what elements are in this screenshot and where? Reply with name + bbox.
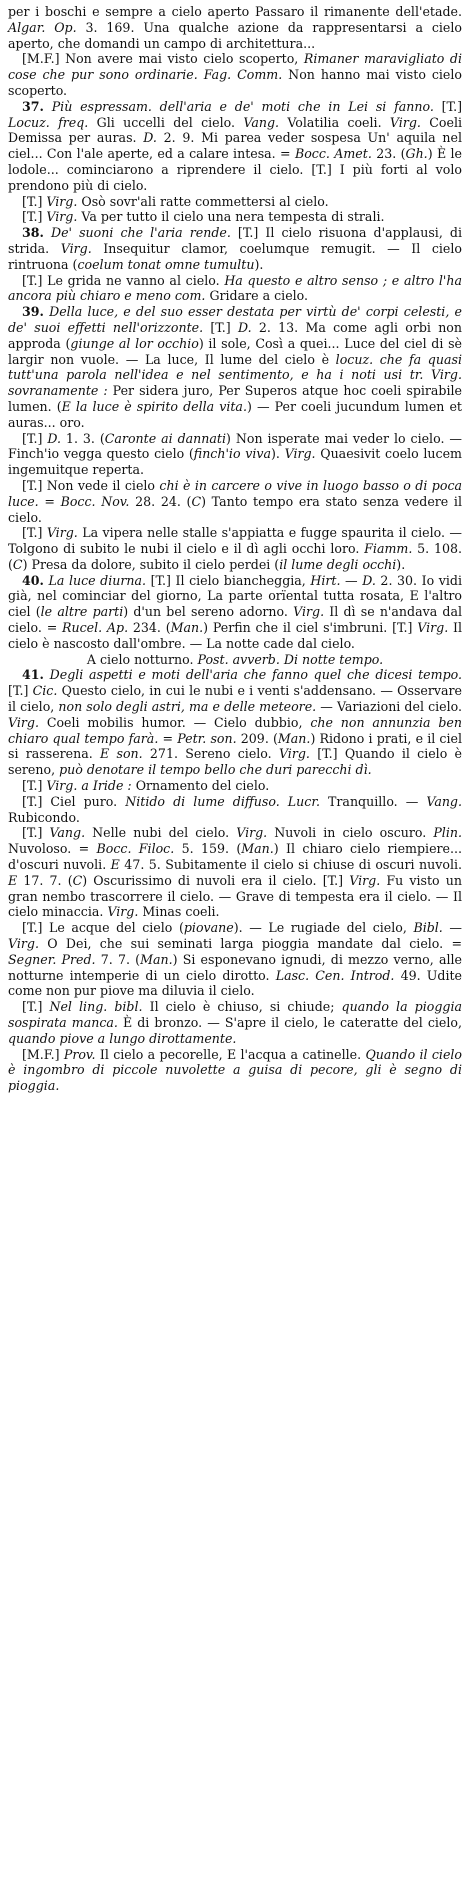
text-run: 3. 169. Una qualche azione da rappresentarsi a cielo aperto, che domandi un campo di architettura... bbox=[8, 19, 462, 51]
italic-text: coelum tonat omne tumultu bbox=[77, 256, 255, 272]
text-run: — bbox=[442, 920, 462, 936]
text-run: = bbox=[38, 493, 61, 509]
text-run: [T.] Ciel puro. bbox=[22, 793, 126, 809]
text-run: Il cielo è chiuso, si chiude; bbox=[142, 999, 342, 1015]
text-run: [T.] Il cielo biancheggia, bbox=[146, 572, 311, 588]
italic-text: Nel ling. bibl. bbox=[49, 999, 143, 1015]
italic-text: Virg. bbox=[8, 714, 39, 730]
text-run: ) d'un bel sereno adorno. bbox=[123, 604, 294, 620]
italic-text: può denotare il tempo bello che duri parecchi dì. bbox=[59, 762, 372, 778]
text-run: ) Si esponevano ignudi, di mezzo verno, alle notturne intemperie di un cielo dirotto. bbox=[8, 951, 462, 983]
text-run: 7. 7. ( bbox=[95, 951, 141, 967]
italic-text: Petr. son. bbox=[177, 730, 237, 746]
italic-text: Vang. bbox=[243, 114, 280, 130]
italic-text: D. bbox=[143, 130, 157, 146]
italic-text: Man. bbox=[140, 951, 173, 967]
entry-paragraph-p17 bbox=[8, 825, 462, 920]
text-run: [T.] bbox=[22, 999, 50, 1015]
italic-text: E la luce è spirito della vita. bbox=[61, 398, 247, 414]
text-run: 2. 9. Mi parea veder sospesa Un' aquila nel ciel... Con l'ale aperte, ed a calare intesa. = bbox=[8, 130, 462, 162]
text-run: Minas coeli. bbox=[138, 904, 220, 920]
text-run: Ornamento del cielo. bbox=[131, 778, 270, 794]
text-run: 5. 108. ( bbox=[8, 541, 462, 572]
text-run: 49. Udite come non pur piove ma diluvia il cielo. bbox=[8, 967, 462, 999]
text-run: [T.] bbox=[433, 98, 462, 114]
text-run: 2. 30. Io vidi già, nel cominciar del giorno, La parte orïental tutta rosata, E l'altro ciel ( bbox=[8, 572, 462, 620]
italic-text: Plin. bbox=[433, 825, 462, 841]
entry-paragraph-p18 bbox=[8, 920, 462, 999]
text-run: ) il sole, Così a quei... Luce del ciel di sè largir non vuole. — La luce, Il lume del cielo è bbox=[8, 335, 462, 367]
text-run: — bbox=[340, 572, 363, 588]
italic-text: Virg. bbox=[46, 209, 78, 225]
italic-text: Lucr. bbox=[287, 793, 320, 809]
text-run: per i boschi e sempre a cielo aperto Passaro il rimanente dell'etade. bbox=[8, 4, 462, 19]
entry-paragraph-p13 bbox=[8, 652, 462, 668]
italic-text: Nitido di lume diffuso. bbox=[125, 793, 280, 809]
entry-paragraph-p04 bbox=[8, 194, 462, 210]
italic-text: Gh. bbox=[405, 146, 428, 162]
italic-text: Della luce, e del suo esser destata per virtù de' corpi celesti, e de' suoi effetti nell'orizzonte. bbox=[8, 304, 462, 335]
italic-text: Algar. Op. bbox=[8, 19, 77, 35]
text-run: ) — Per coeli jucundum lumen et auras... oro. bbox=[8, 398, 462, 430]
entry-paragraph-p12 bbox=[8, 573, 462, 652]
italic-text: Man. bbox=[170, 620, 204, 636]
italic-text: Post. avverb. Di notte tempo. bbox=[197, 651, 384, 667]
italic-text: il lume degli occhi bbox=[279, 556, 397, 572]
text-run: Coeli Demissa per auras. bbox=[8, 114, 462, 146]
italic-text: Virg. bbox=[236, 825, 268, 841]
text-run: [T.] bbox=[203, 319, 238, 335]
italic-text: Virg. bbox=[8, 936, 39, 952]
italic-text: finch'io viva bbox=[193, 446, 271, 462]
italic-text: Hirt. bbox=[310, 572, 341, 588]
entry-paragraph-p08 bbox=[8, 304, 462, 430]
italic-text: piovane bbox=[183, 920, 234, 936]
text-run: [T.] Le grida ne vanno al cielo. bbox=[22, 272, 225, 288]
text-run: [T.] bbox=[8, 683, 33, 699]
entry-paragraph-p10 bbox=[8, 478, 462, 525]
entry-paragraph-p14 bbox=[8, 667, 462, 778]
section-number: 41. bbox=[22, 667, 44, 683]
entry-paragraph-p19 bbox=[8, 999, 462, 1046]
text-run: ). bbox=[270, 446, 285, 462]
text-run: 2. 13. Ma come agli orbi non approda ( bbox=[8, 319, 463, 351]
text-run: Tranquillo. — bbox=[319, 793, 427, 809]
italic-text: Bocc. Filoc. bbox=[96, 841, 175, 857]
italic-text: Virg. bbox=[278, 746, 310, 762]
text-run: ). bbox=[254, 256, 264, 272]
text-run: ) Presa da dolore, subito il cielo perdei ( bbox=[22, 556, 280, 572]
italic-text: le altre parti bbox=[40, 604, 124, 620]
text-run: Nuvoloso. = bbox=[8, 841, 97, 857]
italic-text: D. bbox=[47, 430, 61, 446]
text-run: La vipera nelle stalle s'appiatta e fugge spaurita il cielo. — Tolgono di subito le nubi il cielo e il dì agli occhi loro. bbox=[8, 525, 462, 557]
text-run: 28. 24. ( bbox=[129, 493, 192, 509]
italic-text: E bbox=[8, 872, 18, 888]
text-run: ) Il chiaro cielo riempiere... d'oscuri nuvoli. bbox=[8, 841, 463, 873]
italic-text: E bbox=[110, 857, 120, 873]
text-run bbox=[44, 225, 51, 240]
entry-paragraph-p15 bbox=[8, 778, 462, 794]
italic-text: Più espressam. dell'aria e de' moti che in Lei si fanno. bbox=[51, 98, 434, 114]
dictionary-entry-body bbox=[8, 4, 462, 1094]
italic-text: Bocc. Nov. bbox=[60, 493, 130, 509]
text-run: ) Non isperate mai veder lo cielo. — Finch'io vegga questo cielo ( bbox=[8, 430, 462, 462]
text-run: ). bbox=[396, 556, 406, 572]
text-run: ) È le lodole... cominciarono a riprendere il cielo. [T.] I più forti al volo prendono più di cielo. bbox=[8, 146, 463, 193]
text-run: ) Oscurissimo di nuvoli era il cielo. [T.] bbox=[82, 872, 350, 888]
text-run: 23. ( bbox=[371, 146, 406, 162]
text-run: Rubicondo. bbox=[8, 809, 80, 825]
text-run: 209. ( bbox=[236, 730, 278, 746]
italic-text: non solo degli astri, ma e delle meteore. bbox=[58, 699, 317, 715]
italic-text: C bbox=[12, 556, 23, 572]
italic-text: Prov. bbox=[63, 1046, 96, 1062]
text-run: 5. 159. ( bbox=[174, 841, 242, 857]
section-number: 37. bbox=[22, 98, 44, 114]
italic-text: Virg. a Iride : bbox=[46, 778, 132, 794]
italic-text: D. bbox=[237, 319, 252, 335]
italic-text: C bbox=[72, 872, 83, 888]
text-run: ) Tanto tempo era stato senza vedere il cielo. bbox=[8, 493, 462, 525]
italic-text: Virg. bbox=[293, 604, 325, 620]
text-run: [T.] Il cielo risuona d'applausi, di strida. bbox=[8, 225, 462, 256]
text-run: [T.] bbox=[22, 209, 47, 225]
italic-text: Ha questo e altro senso ; e altro l'ha ancora più chiaro e meno com. bbox=[8, 272, 462, 304]
italic-text: Quando il cielo è ingombro di piccole nuvolette a guisa di pecore, gli è segno di pioggia. bbox=[8, 1046, 463, 1094]
italic-text: locuz. che fa quasi tutt'una parola nell'idea e nel sentimento, e ha i noti usi tr. Virg. sovranamente : bbox=[8, 351, 462, 399]
text-run: Il dì se n'andava dal cielo. = bbox=[8, 604, 462, 636]
italic-text: quando piove a lungo dirottamente. bbox=[8, 1030, 237, 1046]
text-run: [M.F.] Non avere mai visto cielo scoperto, bbox=[22, 51, 304, 67]
entry-paragraph-p11 bbox=[8, 525, 462, 572]
italic-text: La luce diurna. bbox=[48, 572, 146, 588]
text-run: ). — Le rugiade del cielo, bbox=[233, 920, 414, 936]
text-run: = bbox=[158, 730, 178, 746]
entry-paragraph-p20 bbox=[8, 1047, 462, 1094]
text-run: È di bronzo. — S'apre il cielo, le cateratte del cielo, bbox=[117, 1015, 462, 1030]
entry-paragraph-p05 bbox=[8, 209, 462, 225]
italic-text: chi è in carcere o vive in luogo basso o di poca luce. bbox=[8, 477, 462, 509]
entry-paragraph-p02 bbox=[8, 51, 462, 98]
text-run: — Variazioni del cielo. bbox=[316, 699, 462, 715]
text-run: Coeli mobilis humor. — Cielo dubbio, bbox=[39, 714, 311, 730]
italic-text: Lasc. Cen. Introd. bbox=[275, 967, 395, 983]
text-run: Gridare a cielo. bbox=[205, 288, 309, 304]
italic-text: Bocc. Amet. bbox=[294, 146, 372, 162]
text-run: [T.] bbox=[22, 193, 47, 209]
text-run: Osò sovr'ali ratte commettersi al cielo. bbox=[77, 193, 329, 209]
italic-text: Virg. bbox=[349, 872, 381, 888]
text-run: [T.] bbox=[22, 825, 50, 841]
text-run bbox=[280, 794, 288, 809]
italic-text: Fiamm. bbox=[364, 541, 413, 557]
italic-text: Caronte ai dannati bbox=[104, 430, 226, 446]
section-number: 40. bbox=[22, 572, 44, 588]
italic-text: Virg. bbox=[389, 114, 421, 130]
section-number: 39. bbox=[22, 304, 44, 320]
text-run: Questo cielo, in cui le nubi e i venti s'addensano. — Osservare il cielo, bbox=[8, 683, 462, 715]
italic-text: Virg. bbox=[60, 240, 92, 256]
italic-text: Virg. bbox=[107, 904, 139, 920]
italic-text: Man. bbox=[241, 841, 274, 857]
section-number: 38. bbox=[22, 225, 44, 241]
text-run: 47. 5. Subitamente il cielo si chiuse di oscuri nuvoli. bbox=[119, 857, 462, 873]
entry-paragraph-p16 bbox=[8, 794, 462, 826]
text-run: Gli uccelli del cielo. bbox=[88, 114, 244, 130]
italic-text: Man. bbox=[277, 730, 311, 746]
entry-paragraph-p07 bbox=[8, 273, 462, 305]
text-run: A cielo notturno. bbox=[86, 651, 198, 667]
text-run: [T.] Quando il cielo è sereno, bbox=[8, 746, 462, 778]
text-run: Volatilia coeli. bbox=[279, 114, 390, 130]
italic-text: giunge al lor occhio bbox=[70, 335, 199, 351]
text-run: ) Ridono i prati, e il ciel si rasserena. bbox=[8, 730, 462, 762]
entry-paragraph-p06 bbox=[8, 225, 462, 272]
italic-text: Cic. bbox=[32, 683, 58, 699]
text-run: Nuvoli in cielo oscuro. bbox=[267, 825, 434, 841]
italic-text: Rimaner maravigliato di cose che pur sono ordinarie. Fag. Comm. bbox=[8, 51, 463, 83]
text-run: Il cielo è nascosto dall'ombre. — La notte cade dal cielo. bbox=[8, 620, 463, 651]
text-run: 1. 3. ( bbox=[60, 430, 105, 446]
text-run bbox=[44, 99, 52, 114]
text-run: Va per tutto il cielo una nera tempesta di strali. bbox=[77, 209, 385, 225]
text-run: Nelle nubi del cielo. bbox=[85, 825, 237, 841]
italic-text: D. bbox=[362, 572, 376, 588]
text-run: [M.F.] bbox=[22, 1046, 64, 1062]
italic-text: Virg. bbox=[46, 193, 78, 209]
entry-paragraph-p09 bbox=[8, 431, 462, 478]
text-run: Per sidera juro, Per Superos atque hoc coeli spirabile lumen. ( bbox=[8, 383, 463, 414]
text-run: ) Perfin che il ciel s'imbruni. [T.] bbox=[203, 620, 418, 636]
text-run: [T.] Non vede il cielo bbox=[22, 477, 160, 493]
entry-paragraph-p03 bbox=[8, 99, 462, 194]
italic-text: Virg. bbox=[46, 525, 78, 541]
text-run: 271. Sereno cielo. bbox=[142, 746, 279, 762]
text-run: 234. ( bbox=[128, 620, 171, 636]
italic-text: Bibl. bbox=[413, 920, 443, 936]
italic-text: Rucel. Ap. bbox=[62, 620, 129, 636]
entry-paragraph-p01 bbox=[8, 4, 462, 51]
text-run: Quaesivit coelo lucem ingemuitque reperta. bbox=[8, 446, 462, 478]
text-run: Il cielo a pecorelle, E l'acqua a catinelle. bbox=[95, 1046, 366, 1062]
italic-text: Segner. Pred. bbox=[8, 951, 96, 967]
italic-text: Vang. bbox=[49, 825, 86, 841]
text-run: [T.] bbox=[22, 778, 47, 794]
italic-text: De' suoni che l'aria rende. bbox=[51, 225, 231, 241]
italic-text: E son. bbox=[100, 746, 143, 762]
italic-text: Virg. bbox=[284, 446, 316, 462]
text-run: [T.] bbox=[22, 525, 47, 541]
text-run: O Dei, che sui seminati larga pioggia mandate dal cielo. = bbox=[39, 936, 462, 952]
text-run: [T.] Le acque del cielo ( bbox=[22, 920, 184, 936]
text-run: [T.] bbox=[22, 430, 48, 446]
italic-text: quando la pioggia sospirata manca. bbox=[8, 999, 462, 1030]
text-run: Non hanno mai visto cielo scoperto. bbox=[8, 67, 462, 98]
text-run: Insequitur clamor, coelumque remugit. — Il cielo rintruona ( bbox=[8, 240, 462, 272]
italic-text: Locuz. freq. bbox=[8, 114, 89, 130]
text-run: 17. 7. ( bbox=[17, 872, 73, 888]
italic-text: Vang. bbox=[426, 793, 462, 809]
italic-text: che non annunzia ben chiaro qual tempo farà. bbox=[8, 714, 463, 746]
italic-text: C bbox=[191, 493, 202, 509]
text-run: Fu visto un gran nembo trascorrere il cielo. — Grave di tempesta era il cielo. — Il cielo minaccia. bbox=[8, 872, 462, 920]
italic-text: Degli aspetti e moti dell'aria che fanno quel che dicesi tempo. bbox=[49, 667, 462, 683]
italic-text: Virg. bbox=[417, 620, 449, 636]
